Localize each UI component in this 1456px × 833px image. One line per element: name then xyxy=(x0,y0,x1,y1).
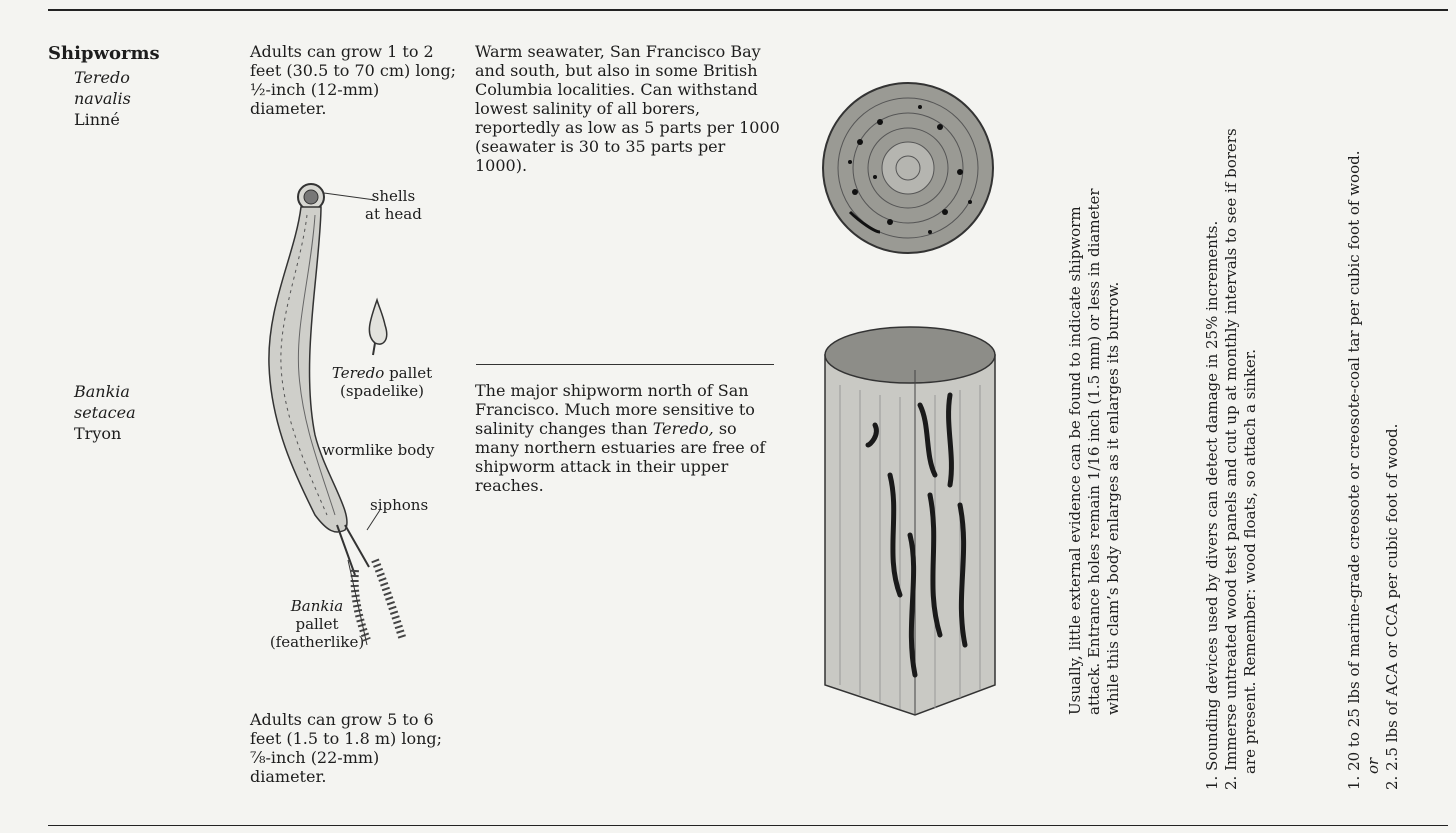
teredo-scientific-name xyxy=(74,67,131,130)
bankia-size-text: Adults can grow 5 to 6 feet (1.5 to 1.8 m) long; ⅞-inch (22-mm) diameter. xyxy=(250,710,443,786)
wood-cross-section-illustration xyxy=(820,82,1000,262)
treatment-recommendations-text: 1. 20 to 25 lbs of marine-grade creosote or creosote-coal tar per cubic foot of wood. or 2. 2.5 lbs of ACA or CCA per cubic foot of wood. xyxy=(1345,150,1401,790)
species-group-title: Shipworms xyxy=(48,43,160,64)
bankia-scientific-name xyxy=(74,381,136,444)
bottom-rule xyxy=(48,825,1448,826)
label-siphons: siphons xyxy=(370,496,429,514)
teredo-size-text: Adults can grow 1 to 2 feet (30.5 to 70 cm) long; ½-inch (12-mm) diameter. xyxy=(250,42,457,118)
wood-piling-illustration xyxy=(820,325,1000,725)
label-bankia-pallet: Bankia pallet (featherlike) xyxy=(269,597,365,651)
teredo-species: navalis xyxy=(74,89,131,108)
teredo-genus: Teredo xyxy=(74,68,130,87)
bankia-genus: Bankia xyxy=(74,382,130,401)
detection-methods-text: 1. Sounding devices used by divers can detect damage in 25% increments. 2. Immerse untreated wood test panels and cut up at monthly intervals to see if borers are present. Remember: wood floats, so attach a sinker. xyxy=(1203,128,1259,790)
top-rule xyxy=(48,9,1448,11)
teredo-author: Linné xyxy=(74,110,120,129)
bankia-species: setacea xyxy=(74,403,136,422)
shipworm-illustration xyxy=(255,175,455,645)
label-wormlike-body: wormlike body xyxy=(322,441,435,459)
label-teredo-pallet: Teredo pallet (spadelike) xyxy=(331,364,433,400)
label-shells: shells at head xyxy=(365,187,422,223)
bankia-author: Tryon xyxy=(74,424,122,443)
teredo-habitat-text: Warm seawater, San Francisco Bay and south, but also in some British Columbia localities. Can withstand lowest salinity of all borers, reportedly as low as 5 parts per 1000 (seawater is 30 to 35 parts per 1000). xyxy=(475,42,780,175)
external-evidence-text: Usually, little external evidence can be found to indicate shipworm attack. Entrance holes remain 1/16 inch (1.5 mm) or less in diameter while this clam’s body enlarges as it enlarges its burrow. xyxy=(1066,188,1122,715)
section-divider xyxy=(476,364,774,365)
bankia-habitat-text: The major shipworm north of San Francisco. Much more sensitive to salinity changes than Teredo, so many northern estuaries are free of shipworm attack in their upper reaches. xyxy=(475,381,766,495)
